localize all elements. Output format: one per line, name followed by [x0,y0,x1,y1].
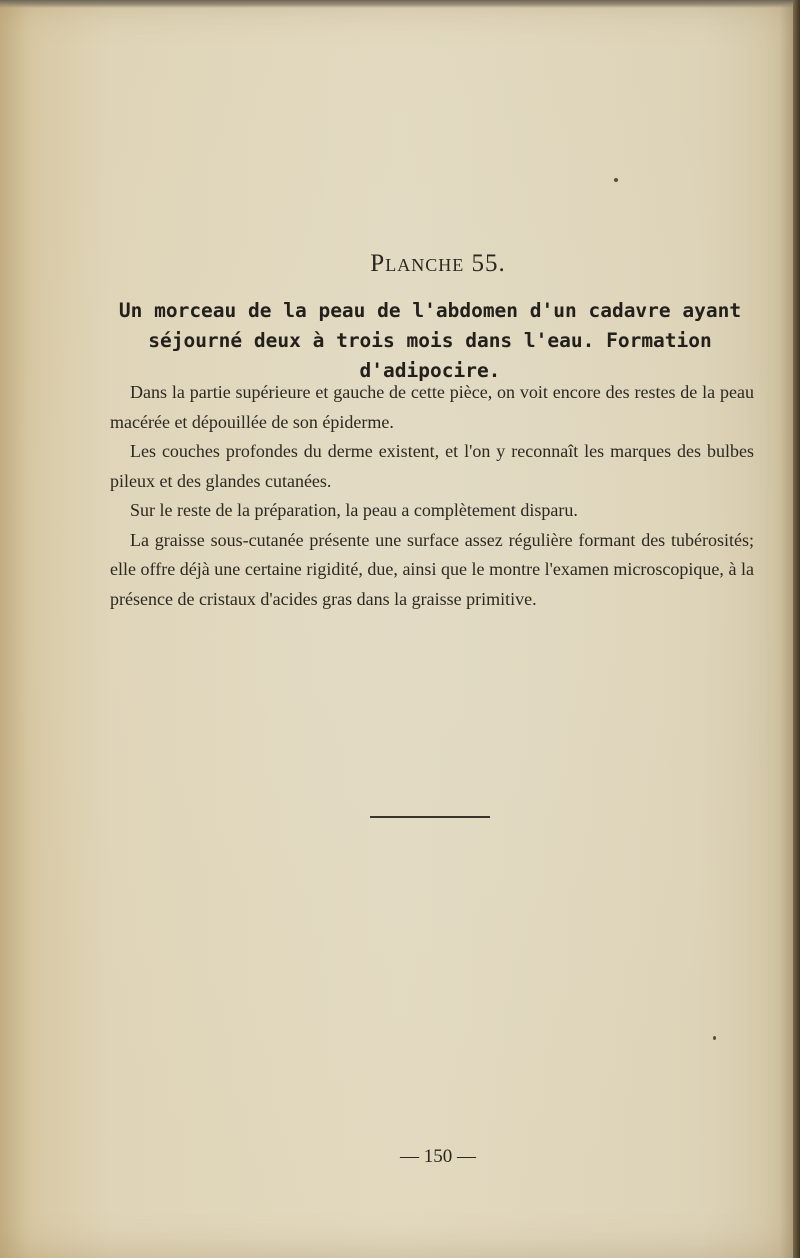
paragraph-3: Sur le reste de la préparation, la peau a complètement disparu. [130,500,578,520]
plate-title: Planche 55. [370,250,506,277]
subtitle-line-2: séjourné deux à trois mois dans l'eau. Formation d'adipocire. [148,329,712,382]
page-right-edge [793,0,800,1258]
paragraph-2: Les couches profondes du derme existent, et l'on y reconnaît les marques des bulbes pileux et des glandes cutanées. [110,441,754,491]
paragraph-1: Dans la partie supérieure et gauche de cette pièce, on voit encore des restes de la peau macérée et dépouillée de son épiderme. [110,382,754,432]
page-top-edge [0,0,793,8]
plate-description [110,378,754,614]
paragraph-4: La graisse sous-cutanée présente une surface assez régulière formant des tubérosités; elle offre déjà une certaine rigidité, due, ainsi que le montre l'examen microscopique, à la présence de cristaux d'acides gras dans la graisse primitive. [110,529,754,609]
paper-speck [614,178,618,182]
plate-subtitle [105,296,755,386]
subtitle-line-1: Un morceau de la peau de l'abdomen d'un cadavre ayant [118,299,742,322]
paper-speck [713,1036,716,1040]
section-divider [370,816,490,818]
page-number: — 150 — [400,1146,476,1167]
